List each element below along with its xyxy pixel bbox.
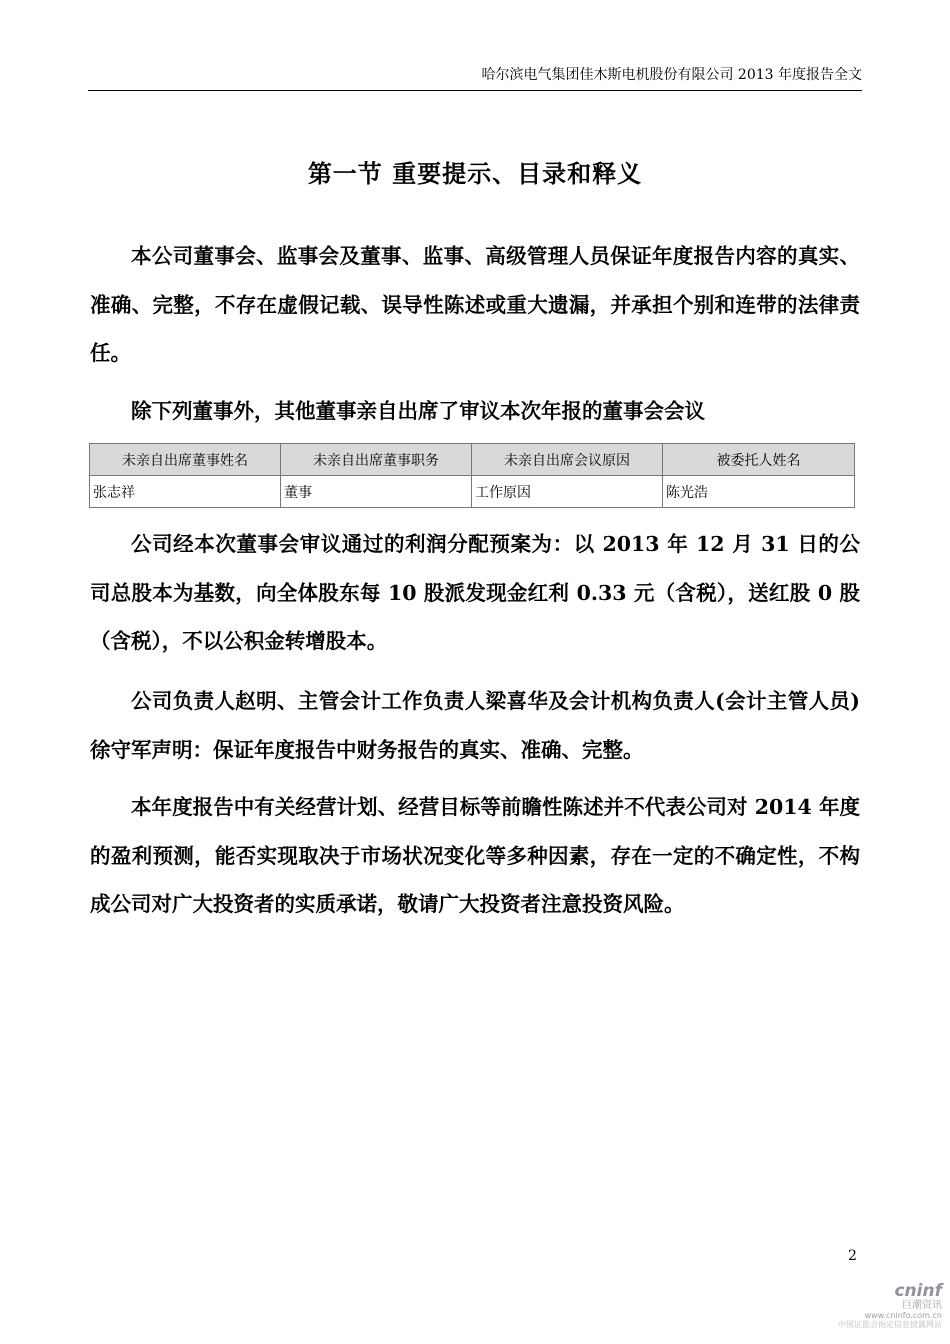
paragraph-forward-looking: 本年度报告中有关经营计划、经营目标等前瞻性陈述并不代表公司对 2014 年度的盈利预测，能否实现取决于市场状况变化等多种因素，存在一定的不确定性，不构成公司对广大投资者的实质承诺，敬请广大投资者注意投资风险。 <box>90 795 860 916</box>
cell-proxy-name: 陈光浩 <box>663 476 855 508</box>
section-title: 第一节 重要提示、目录和释义 <box>307 159 643 188</box>
paragraph-board-guarantee: 本公司董事会、监事会及董事、监事、高级管理人员保证年度报告内容的真实、准确、完整，不存在虚假记载、误导性陈述或重大遗漏，并承担个别和连带的法律责任。 <box>90 244 860 365</box>
cninfo-logo <box>838 1282 942 1340</box>
column-header-position: 未亲自出席董事职务 <box>281 444 472 476</box>
cell-director-position: 董事 <box>281 476 472 508</box>
cell-director-name: 张志祥 <box>90 476 281 508</box>
table-header-row <box>90 444 855 476</box>
logo-url: www.cninfo.com.cn <box>864 1311 942 1320</box>
column-header-reason: 未亲自出席会议原因 <box>472 444 663 476</box>
table-row <box>90 476 855 508</box>
paragraph-absent-directors: 除下列董事外，其他董事亲自出席了审议本次年报的董事会会议 <box>131 399 705 423</box>
logo-brand: cninf <box>894 1281 942 1301</box>
paragraph-profit-distribution: 公司经本次董事会审议通过的利润分配预案为：以 2013 年 12 月 31 日的公司总股本为基数，向全体股东每 10 股派发现金红利 0.33 元（含税），送红股 0 股（含税），不以公积金转增股本。 <box>90 532 860 653</box>
column-header-proxy: 被委托人姓名 <box>663 444 855 476</box>
column-header-name: 未亲自出席董事姓名 <box>90 444 281 476</box>
running-header: 哈尔滨电气集团佳木斯电机股份有限公司 2013 年度报告全文 <box>88 64 862 91</box>
logo-slogan: 中国证监会指定信息披露网站 <box>838 1320 942 1329</box>
cell-absence-reason: 工作原因 <box>472 476 663 508</box>
logo-chinese: 巨潮资讯 <box>902 1300 942 1311</box>
absent-directors-table <box>89 443 855 508</box>
page-number: 2 <box>848 1248 857 1264</box>
paragraph-financial-statement: 公司负责人赵明、主管会计工作负责人梁喜华及会计机构负责人(会计主管人员)徐守军声明：保证年度报告中财务报告的真实、准确、完整。 <box>90 689 860 762</box>
